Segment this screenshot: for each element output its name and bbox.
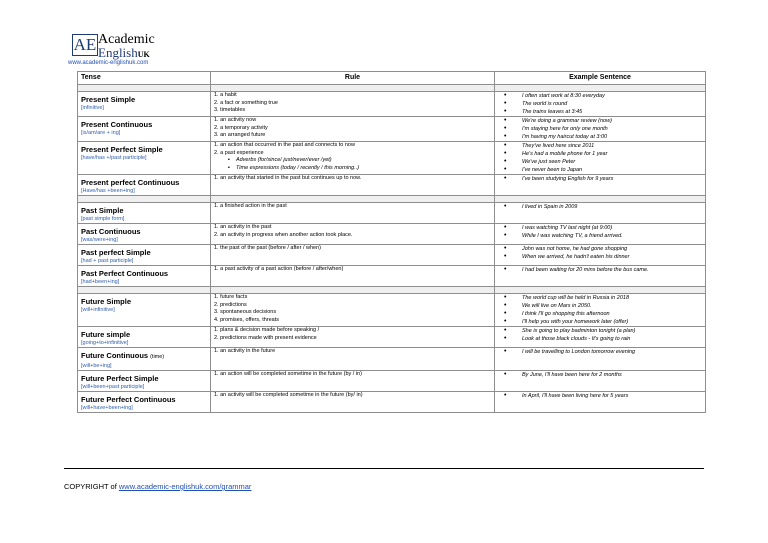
example-list [498,266,702,274]
example-list [498,371,702,379]
rule-item: 1. an action will be completed sometime in the future (by / in) [214,371,362,377]
spacer-cell [211,196,495,203]
example-item: • We're doing a grammar review (now) [522,117,702,125]
example-item: • Look at those black clouds - It's going to rain [522,335,702,343]
tense-name-text: Present Continuous [81,120,153,129]
header-example: Example Sentence [495,72,706,85]
example-cell [495,92,706,117]
rule-item: 1. an activity that started in the past but continues up to now. [214,175,362,181]
example-list [498,92,702,116]
example-item: • We've just seen Peter [522,158,702,166]
example-item: • I'm having my haircut today at 3:00 [522,133,702,141]
table-row [78,327,706,348]
example-cell [495,371,706,392]
tense-name-text: Past perfect Simple [81,248,151,257]
header-rule: Rule [211,72,495,85]
rule-item: 2. a fact or something true [214,99,278,106]
tense-cell [78,392,211,413]
section-spacer [78,196,706,203]
example-item: • While I was watching TV, a friend arrived. [522,232,702,240]
example-item: • She is going to play badminton tonight (a plan) [522,327,702,335]
rule-cell [211,392,495,413]
copyright-link[interactable]: www.academic-englishuk.com/grammar [118,482,252,491]
example-item: • The world is round [522,100,702,108]
tense-name [81,351,207,362]
rule-cell [211,142,495,175]
example-item: • In April, I'll have been living here for 5 years [522,392,702,400]
rule-item: 1. a past activity of a past action (before / after/when) [214,266,344,272]
table-row [78,117,706,142]
tense-cell [78,294,211,327]
example-list [498,142,702,174]
tense-cell [78,327,211,348]
table-row [78,92,706,117]
table-row [78,142,706,175]
example-item: • I was watching TV last night (at 9:00) [522,224,702,232]
example-item: • He's had a mobile phone for 1 year [522,150,702,158]
example-cell [495,348,706,371]
rule-item: 2. a temporary activity [214,124,268,131]
table-row [78,175,706,196]
rule-item: 1. an activity now [214,117,257,123]
rule-cell [211,348,495,371]
tense-name [81,178,207,187]
table-row [78,203,706,224]
tense-name-text: Future Perfect Continuous [81,395,176,404]
example-list [498,245,702,261]
example-cell [495,142,706,175]
example-item: • John was not home, he had gone shopping [522,245,702,253]
tense-name [81,227,207,236]
tense-name [81,248,207,257]
example-cell [495,224,706,245]
tense-form: [is/am/are + ing] [81,130,121,136]
tense-form: [past simple form] [81,216,125,222]
example-cell [495,327,706,348]
tense-name-text: Future Continuous [81,351,149,360]
spacer-cell [495,287,706,294]
rule-item: 1. an activity will be completed sometime in the future (by/ in) [214,392,363,398]
table-row [78,348,706,371]
tense-name-text: Past Perfect Continuous [81,269,169,278]
example-item: • I'm staying here for only one month [522,125,702,133]
rule-item: 1. an activity in the future [214,348,276,354]
logo [72,34,162,62]
tense-form: [was/were+ing] [81,237,118,243]
rule-item: 2. an activity in progress when another action took place. [214,231,353,238]
spacer-cell [495,85,706,92]
rule-item: 3. an arranged future [214,132,266,138]
tense-form: [have/has +/past participle] [81,155,147,161]
rule-cell [211,175,495,196]
rule-item: 1. the past of the past (before / after / when) [214,245,322,251]
example-list [498,224,702,240]
rule-cell [211,245,495,266]
example-item: • The world cup will be held in Russia in 2018 [522,294,702,302]
example-list [498,348,702,356]
example-cell [495,117,706,142]
tense-cell [78,92,211,117]
logo-suffix: UK [137,50,150,59]
table-row [78,266,706,287]
tense-cell [78,371,211,392]
rule-item: 1. a habit [214,92,237,98]
tense-cell [78,266,211,287]
example-item: • I've been studying English for 9 years [522,175,702,183]
logo-line2-text: English [98,45,138,60]
tense-form: [will+be+ing] [81,363,112,369]
example-item: • I think I'll go shopping this afternoon [522,310,702,318]
tense-name [81,374,207,383]
rule-subitem: ▪ Time expressions (today / recently / this morning..) [214,165,491,173]
tense-form: [will+infinitive] [81,307,115,313]
copyright-prefix: COPYRIGHT of [64,482,119,491]
rule-cell [211,294,495,327]
spacer-cell [211,85,495,92]
rule-item: 3. spontaneous decisions [214,309,277,315]
logo-line1: Academic [98,32,155,47]
table-row [78,245,706,266]
rule-item: 2. predictions made with present evidence [214,334,317,341]
tense-name [81,395,207,404]
section-spacer [78,85,706,92]
example-list [498,117,702,141]
example-list [498,294,702,326]
tense-cell [78,142,211,175]
example-item: • I often start work at 8:30 everyday [522,92,702,100]
tense-name-text: Past Continuous [81,227,141,236]
rule-cell [211,224,495,245]
site-url-link[interactable]: www.academic-englishuk.com [68,60,149,66]
tense-name-text: Future Perfect Simple [81,374,159,383]
rule-cell [211,203,495,224]
tense-form: [will+been+past participle] [81,384,145,390]
example-list [498,327,702,343]
table-row [78,224,706,245]
tense-name-text: Present perfect Continuous [81,178,180,187]
example-list [498,392,702,400]
spacer-cell [78,196,211,203]
example-item: • I lived in Spain in 2009 [522,203,702,211]
tense-name [81,145,207,154]
rule-item: 4. promises, offers, threats [214,316,280,323]
tense-cell [78,348,211,371]
tense-cell [78,117,211,142]
copyright [64,482,251,491]
example-item: • When we arrived, he hadn't eaten his dinner [522,253,702,261]
table-row [78,392,706,413]
spacer-cell [211,287,495,294]
tense-name [81,330,207,339]
example-item: • They've lived here since 2011 [522,142,702,150]
rule-item: 1. an action that occurred in the past and connects to now [214,142,355,148]
logo-line2 [98,45,150,61]
tense-name [81,297,207,306]
example-item: • We will live on Mars in 2050. [522,302,702,310]
rule-item: 1. plans & decision made before speaking / [214,327,320,333]
table-header-row [78,72,706,85]
example-item: • By June, I'll have been here for 2 months [522,371,702,379]
spacer-cell [78,85,211,92]
example-list [498,203,702,211]
spacer-cell [495,196,706,203]
rule-item: 2. a past experience [214,149,264,156]
tense-form: [had + past participle] [81,258,134,264]
example-cell [495,175,706,196]
tense-form: [will+have+been+ing] [81,405,133,411]
footer-divider [64,468,704,469]
tense-name-text: Future simple [81,330,131,339]
example-item: • I've never been to Japan [522,166,702,174]
rule-subitem: ▪ Adverbs (for/since/ just/never/ever /yet) [214,157,491,165]
rule-item: 1. future facts [214,294,248,300]
tense-name-text: Present Perfect Simple [81,145,163,154]
tense-cell [78,245,211,266]
tense-name [81,206,207,215]
tense-form: [going+to+infinitive] [81,340,129,346]
header-tense: Tense [78,72,211,85]
tense-form: [had+been+ing] [81,279,120,285]
tense-name-text: Future Simple [81,297,132,306]
logo-mark: AE [73,35,97,54]
table-row [78,294,706,327]
example-cell [495,203,706,224]
tense-name [81,120,207,129]
example-item: • I'll help you with your homework later (offer) [522,318,702,326]
tense-form: [infinitive] [81,105,104,111]
tense-cell [78,203,211,224]
rule-cell [211,266,495,287]
example-item: • I will be travelling to London tomorrow evening [522,348,702,356]
example-cell [495,245,706,266]
section-spacer [78,287,706,294]
rule-cell [211,371,495,392]
tense-table [77,71,706,413]
tense-name [81,269,207,278]
example-item: • I had been waiting for 20 mins before the bus came. [522,266,702,274]
example-item: • The trains leaves at 3:45 [522,108,702,116]
tense-name [81,95,207,104]
spacer-cell [78,287,211,294]
tense-cell [78,175,211,196]
example-cell [495,294,706,327]
example-cell [495,392,706,413]
example-cell [495,266,706,287]
rule-item: 1. a finished action in the past [214,203,287,209]
rule-cell [211,92,495,117]
rule-cell [211,117,495,142]
rule-item: 2. predictions [214,301,247,308]
example-list [498,175,702,183]
tense-form: [Have/has +been+ing] [81,188,135,194]
tense-name-text: Past Simple [81,206,124,215]
tense-name-suffix: (time) [150,354,165,360]
rule-cell [211,327,495,348]
rule-item: 1. an activity in the past [214,224,272,230]
table-row [78,371,706,392]
rule-item: 3. timetables [214,107,246,113]
tense-cell [78,224,211,245]
tense-name-text: Present Simple [81,95,136,104]
